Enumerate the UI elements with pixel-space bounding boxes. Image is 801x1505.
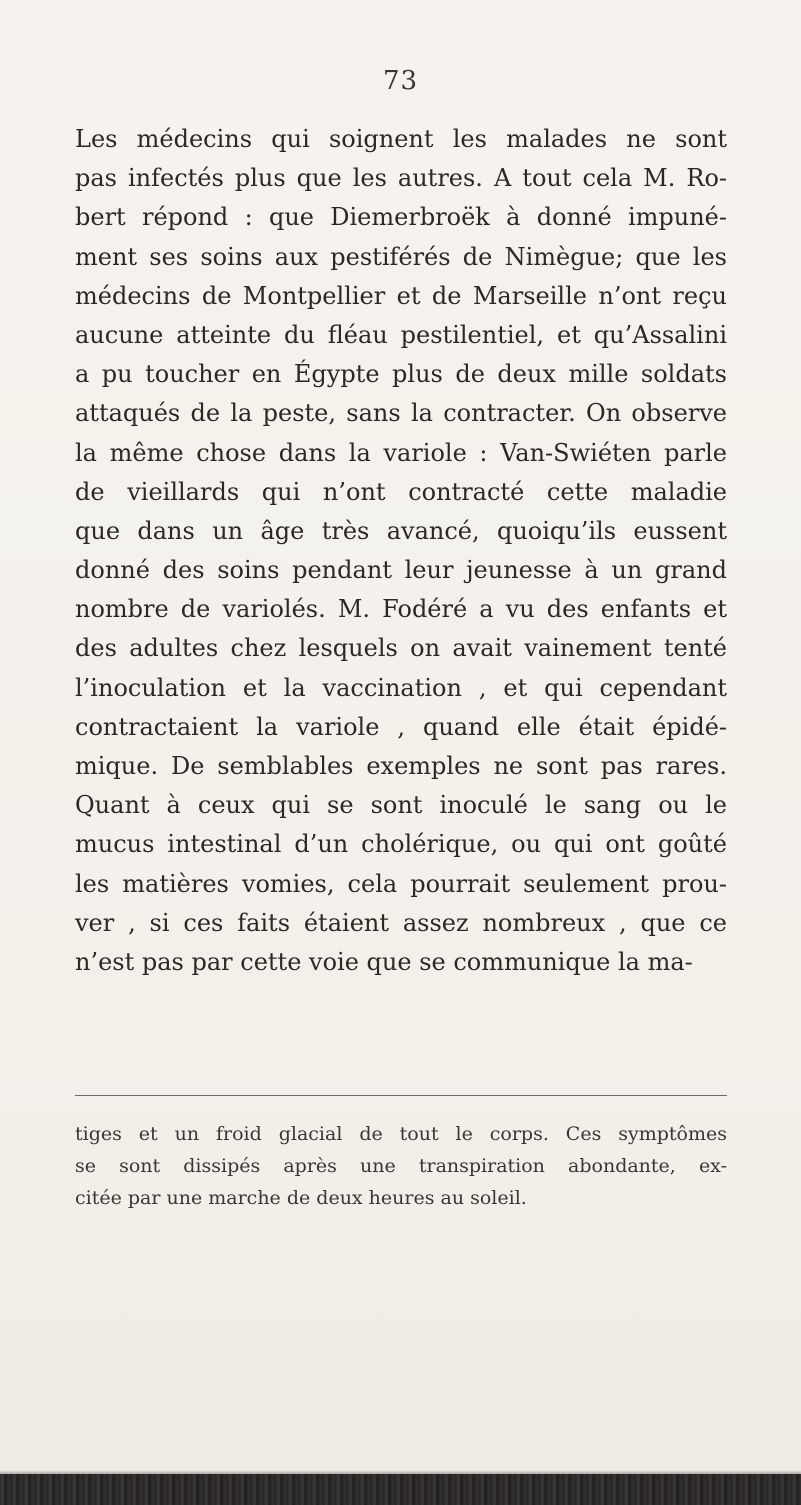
footnote-line: se sont dissipés après une transpiration abondante, ex-	[75, 1155, 727, 1177]
body-line: a pu toucher en Égypte plus de deux mille soldats	[75, 360, 727, 389]
body-line: mucus intestinal d’un cholérique, ou qui ont goûté	[75, 830, 727, 859]
body-text	[75, 120, 727, 982]
scan-bottom-edge	[0, 1474, 801, 1505]
body-line: contractaient la variole , quand elle était épidé-	[75, 712, 727, 741]
body-line: aucune atteinte du fléau pestilentiel, et qu’Assalini	[75, 320, 727, 349]
body-line: ver , si ces faits étaient assez nombreux , que ce	[75, 908, 727, 937]
body-line: les matières vomies, cela pourrait seulement prou-	[75, 869, 727, 898]
body-line: médecins de Montpellier et de Marseille n’ont reçu	[75, 281, 727, 310]
footnote	[75, 1118, 727, 1214]
body-line: l’inoculation et la vaccination , et qui cependant	[75, 673, 727, 702]
body-line: de vieillards qui n’ont contracté cette maladie	[75, 477, 727, 506]
body-line: des adultes chez lesquels on avait vainement tenté	[75, 634, 727, 663]
footnote-line: tiges et un froid glacial de tout le corps. Ces symptômes	[75, 1123, 727, 1145]
body-line: donné des soins pendant leur jeunesse à un grand	[75, 556, 727, 585]
body-line: Quant à ceux qui se sont inoculé le sang ou le	[75, 791, 727, 820]
body-line: Les médecins qui soignent les malades ne sont	[75, 125, 727, 153]
body-line: la même chose dans la variole : Van-Swiéten parle	[75, 438, 727, 467]
body-line: que dans un âge très avancé, quoiqu’ils eussent	[75, 516, 727, 545]
body-line: attaqués de la peste, sans la contracter. On observe	[75, 399, 727, 428]
body-line: ment ses soins aux pestiférés de Nimègue; que les	[75, 242, 727, 271]
body-line: bert répond : que Diemerbroëk à donné impuné-	[75, 203, 727, 232]
body-line: mique. De semblables exemples ne sont pas rares.	[75, 752, 727, 780]
footnote-line: citée par une marche de deux heures au soleil.	[75, 1187, 527, 1209]
footnote-divider	[75, 1095, 727, 1096]
body-line: nombre de variolés. M. Fodéré a vu des enfants et	[75, 595, 727, 624]
page-number: 73	[382, 66, 419, 96]
body-line: n’est pas par cette voie que se communique la ma-	[75, 947, 693, 976]
body-line: pas infectés plus que les autres. A tout cela M. Ro-	[75, 164, 727, 193]
